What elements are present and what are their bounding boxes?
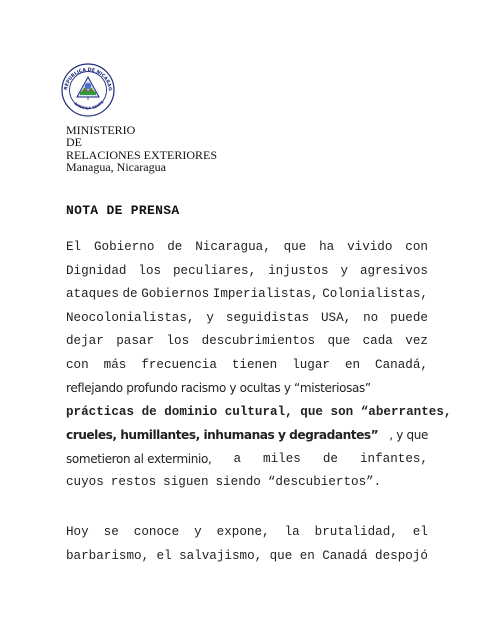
paragraph-word: “descubiertos”. (267, 475, 382, 489)
paragraph-word: Nicaragua, (195, 240, 271, 254)
paragraph-text: sometieron al exterminio, (66, 451, 212, 466)
press-release-title: NOTA DE PRENSA (66, 203, 180, 218)
paragraph-word: más (103, 357, 127, 372)
paragraph-line (66, 545, 428, 569)
paragraph-word: Hoy (66, 525, 89, 539)
paragraph-line (66, 307, 428, 331)
paragraph-word: que (327, 334, 351, 348)
paragraph-text-bold: crueles, humillantes, inhumanas y degradantes” (66, 428, 379, 442)
paragraph-line (66, 260, 428, 284)
ministry-line: RELACIONES EXTERIORES (66, 147, 217, 162)
paragraph-word: Canadá, (375, 357, 428, 372)
paragraph-word: frecuencia (141, 357, 217, 372)
paragraph-word: siguen (163, 475, 209, 489)
paragraph-word: los (138, 263, 162, 278)
paragraph-word: restos (110, 475, 157, 489)
paragraph-2 (66, 521, 428, 568)
paragraph-word: El (66, 240, 82, 254)
paragraph-word: injustos (268, 263, 329, 278)
paragraph-word: barbarismo, (66, 548, 150, 563)
paragraph-word: de (167, 240, 183, 254)
svg-text:AMERICA CENTRAL: AMERICA CENTR (73, 100, 105, 111)
paragraph-word: salvajismo, (179, 548, 263, 563)
paragraph-word: dejar (66, 334, 104, 348)
paragraph-word: agresivos (359, 263, 428, 278)
paragraph-word: pasar (116, 334, 155, 348)
paragraph-word: lugar (292, 357, 330, 372)
paragraph-word: brutalidad, (314, 525, 398, 539)
paragraph-word: que (283, 240, 307, 254)
paragraph-word: Colonialistas, (322, 287, 428, 301)
paragraph-word: despojó (375, 548, 428, 563)
paragraph-word: tienen (231, 357, 278, 372)
paragraph-text-bold: prácticas de dominio cultural, que son “aberrantes, (66, 404, 452, 419)
paragraph-word: seguidistas (225, 310, 310, 325)
nicaragua-coat-of-arms-seal (60, 62, 116, 118)
paragraph-word: Neocolonialistas, (66, 310, 195, 325)
paragraph-line (66, 283, 428, 307)
paragraph-line (66, 471, 428, 495)
paragraph-word: Gobierno (93, 240, 155, 254)
paragraph-word: Dignidad (66, 263, 127, 278)
paragraph-word: ataques (66, 287, 119, 301)
paragraph-word: los (166, 334, 190, 348)
paragraph-word: siendo (215, 475, 261, 489)
paragraph-word: USA, (320, 310, 352, 325)
paragraph-word: cuyos (66, 475, 104, 489)
paragraph-word: puede (390, 310, 428, 325)
paragraph-word: de (122, 287, 138, 301)
paragraph-text: a (233, 451, 242, 466)
paragraph-word: Imperialistas, (212, 287, 319, 301)
paragraph-text: infantes, (359, 451, 428, 466)
paragraph-word: descubrimientos (201, 334, 316, 348)
paragraph-text: , y que (389, 428, 428, 442)
paragraph-word: con (66, 357, 89, 372)
paragraph-word: cada (362, 334, 393, 348)
paragraph-1 (66, 236, 452, 495)
ministry-line: DE (66, 135, 82, 150)
svg-text:REPUBLICA DE NICARAGUA: REPUBLICA DE NICARAG (64, 67, 113, 92)
paragraph-word: expone, (216, 525, 270, 539)
paragraph-word: en (344, 357, 361, 372)
ministry-letterhead (66, 124, 217, 174)
paragraph-word: Canadá (322, 548, 368, 563)
paragraph-word: el (412, 525, 428, 539)
paragraph-line (66, 354, 428, 378)
paragraph-line (66, 424, 428, 448)
paragraph-word: el (156, 548, 172, 563)
ministry-line: Managua, Nicaragua (66, 160, 166, 175)
paragraph-text: reflejando profundo racismo y ocultas y “misteriosas” (66, 381, 371, 395)
paragraph-word: vivido (347, 240, 393, 254)
paragraph-text: miles (263, 451, 301, 466)
paragraph-word: la (284, 525, 300, 539)
paragraph-word: ha (319, 240, 335, 254)
paragraph-text: de (322, 451, 338, 466)
paragraph-word: y (194, 525, 202, 539)
paragraph-word: y (340, 263, 349, 278)
paragraph-word: y (206, 310, 214, 325)
ministry-line: MINISTERIO (66, 123, 136, 137)
paragraph-word: Gobiernos (141, 287, 210, 301)
paragraph-word: en (299, 548, 315, 563)
paragraph-word: no (363, 310, 379, 325)
paragraph-line (66, 448, 428, 472)
paragraph-line (66, 330, 428, 354)
paragraph-word: conoce (133, 525, 180, 539)
paragraph-line (66, 377, 428, 401)
paragraph-word: vez (405, 334, 428, 348)
paragraph-word: se (103, 525, 119, 539)
paragraph-word: con (405, 240, 428, 254)
paragraph-line (66, 521, 428, 545)
paragraph-line (66, 236, 428, 260)
paragraph-word: peculiares, (173, 263, 257, 278)
paragraph-word: que (269, 548, 293, 563)
paragraph-line (66, 401, 452, 425)
